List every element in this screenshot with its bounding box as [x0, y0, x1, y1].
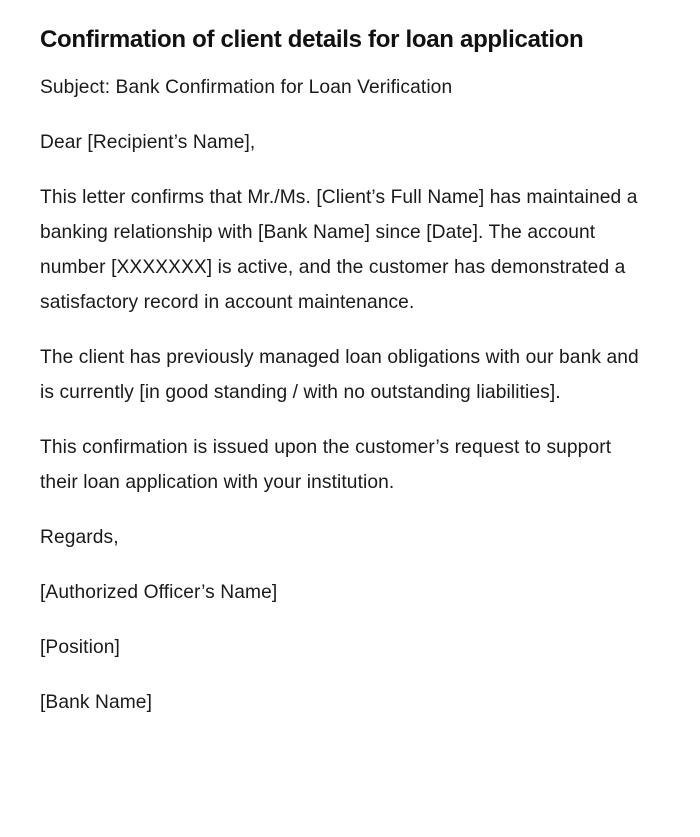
closing: Regards,: [40, 527, 119, 548]
signature-position: [Position]: [40, 637, 120, 658]
subject-line: Subject: Bank Confirmation for Loan Verification: [40, 77, 453, 98]
letter-page: [40, 24, 640, 740]
signature-officer-name: [Authorized Officer’s Name]: [40, 582, 278, 603]
signature-bank-name: [Bank Name]: [40, 692, 153, 713]
salutation: Dear [Recipient’s Name],: [40, 132, 256, 153]
body-paragraph-purpose: This confirmation is issued upon the customer’s request to support their loan application with your institution.: [40, 437, 612, 493]
document-title: Confirmation of client details for loan application: [40, 26, 584, 53]
body-paragraph-loan-history: The client has previously managed loan obligations with our bank and is currently [in good standing / with no outstanding liabilities].: [40, 347, 639, 403]
body-paragraph-confirmation: This letter confirms that Mr./Ms. [Client’s Full Name] has maintained a banking relationship with [Bank Name] since [Date]. The account number [XXXXXXX] is active, and the customer has demonstrated a satisfactory record in account maintenance.: [40, 187, 638, 313]
